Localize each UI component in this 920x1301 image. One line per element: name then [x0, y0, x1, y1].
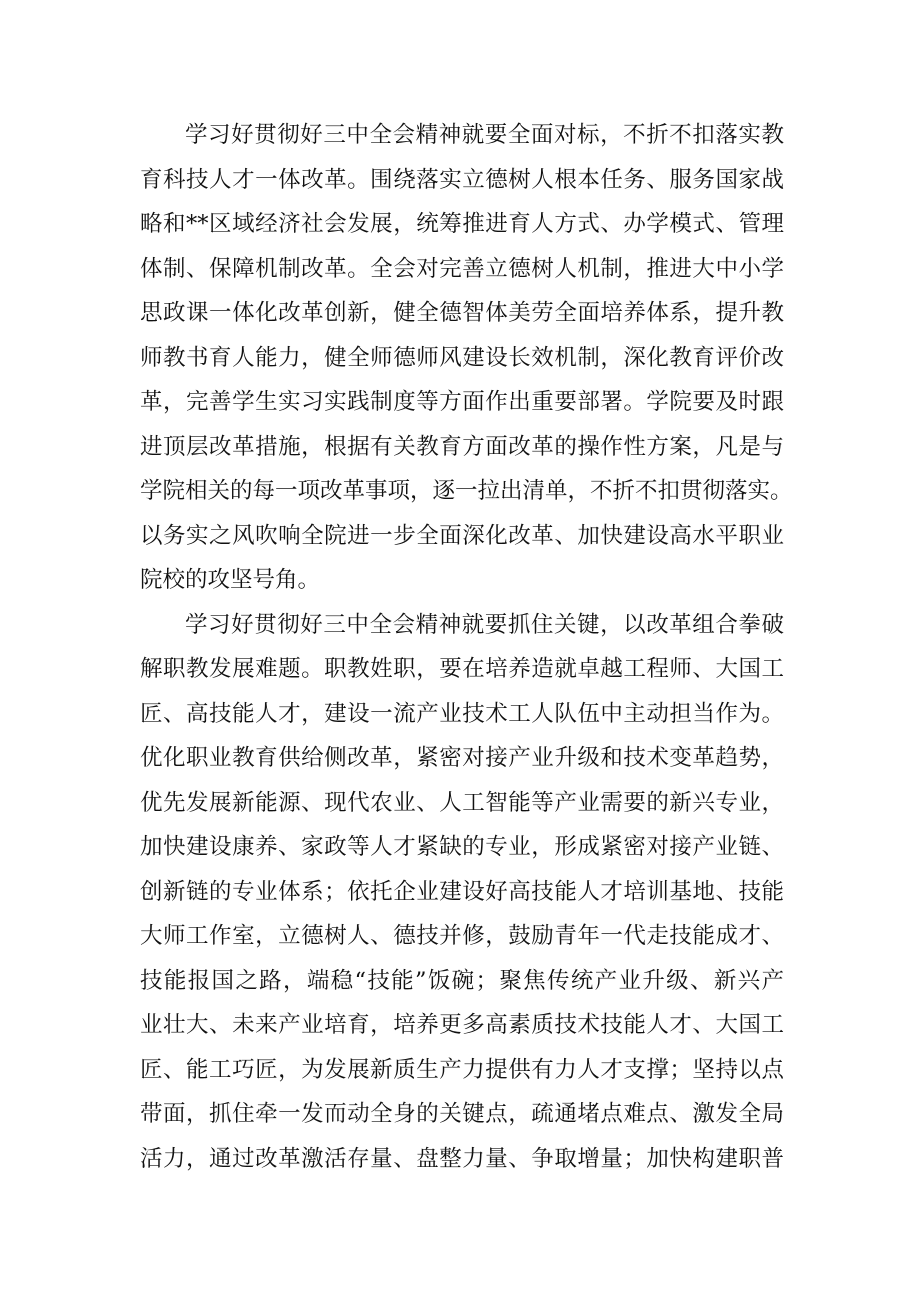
document-body: [140, 113, 793, 1181]
paragraph-line: 优先发展新能源、现代农业、人工智能等产业需要的新兴专业，: [140, 789, 784, 816]
paragraph-line: 业壮大、未来产业培育，培养更多高素质技术技能人才、大国工: [140, 1012, 784, 1038]
paragraph-line: 院校的攻坚号角。: [140, 567, 321, 593]
paragraph-line: 加快建设康养、家政等人才紧缺的专业，形成紧密对接产业链、: [140, 834, 784, 860]
paragraph-line: 师教书育人能力，健全师德师风建设长效机制，深化教育评价改: [140, 344, 784, 371]
paragraph-line: 革，完善学生实习实践制度等方面作出重要部署。学院要及时跟: [140, 389, 784, 415]
paragraph-line: 技能报国之路，端稳“技能”饭碗；聚焦传统产业升级、新兴产: [140, 967, 784, 994]
paragraph-line: 匠、能工巧匠，为发展新质生产力提供有力人才支撑；坚持以点: [140, 1056, 784, 1083]
paragraph-line: 体制、保障机制改革。全会对完善立德树人机制，推进大中小学: [140, 255, 784, 282]
paragraph-line: 创新链的专业体系；依托企业建设好高技能人才培训基地、技能: [140, 878, 784, 905]
paragraph-line: 大师工作室，立德树人、德技并修，鼓励青年一代走技能成才、: [140, 923, 784, 949]
paragraph-line: 以务实之风吹响全院进一步全面深化改革、加快建设高水平职业: [140, 522, 784, 549]
paragraph-line: 育科技人才一体改革。围绕落实立德树人根本任务、服务国家战: [140, 166, 784, 193]
paragraph-line: 优化职业教育供给侧改革，紧密对接产业升级和技术变革趋势，: [140, 745, 784, 771]
paragraph-1: [140, 113, 793, 603]
paragraph-line: 思政课一体化改革创新，健全德智体美劳全面培养体系，提升教: [140, 300, 784, 326]
paragraph-line: 进顶层改革措施，根据有关教育方面改革的操作性方案，凡是与: [140, 433, 784, 460]
paragraph-line: 活力，通过改革激活存量、盘整力量、争取增量；加快构建职普: [140, 1145, 784, 1172]
paragraph-2: [140, 603, 784, 1182]
paragraph-line: 带面，抓住牵一发而动全身的关键点，疏通堵点难点、激发全局: [140, 1101, 784, 1127]
paragraph-line: 学院相关的每一项改革事项，逐一拉出清单，不折不扣贯彻落实。: [140, 478, 793, 504]
paragraph-line: 略和**区域经济社会发展，统筹推进育人方式、办学模式、管理: [140, 211, 784, 237]
paragraph-line: 解职教发展难题。职教姓职，要在培养造就卓越工程师、大国工: [140, 656, 784, 682]
paragraph-line: 匠、高技能人才，建设一流产业技术工人队伍中主动担当作为。: [140, 700, 784, 727]
paragraph-line: 学习好贯彻好三中全会精神就要全面对标，不折不扣落实教: [185, 122, 784, 148]
paragraph-line: 学习好贯彻好三中全会精神就要抓住关键，以改革组合拳破: [185, 611, 784, 638]
